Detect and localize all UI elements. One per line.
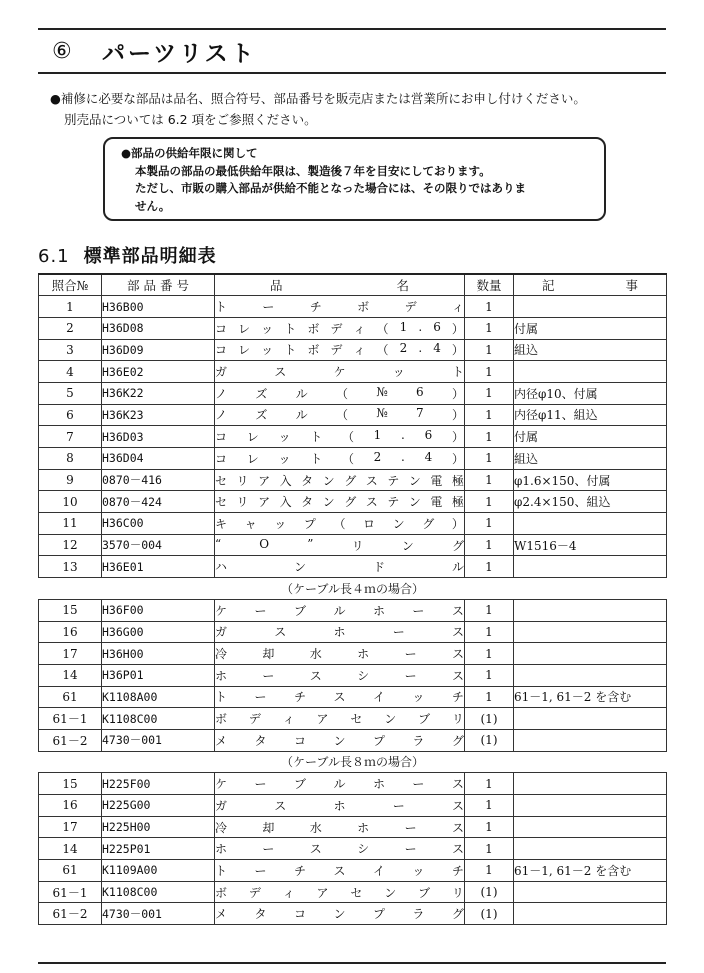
cell-name [215, 838, 465, 860]
cell-ref: 4 [39, 361, 102, 383]
part-name: 冷 却 水 ホ ー ス [215, 820, 464, 835]
group-heading-row [39, 578, 667, 600]
supply-notice-box [103, 137, 606, 221]
section-title: 標準部品明細表 [83, 246, 217, 267]
table-row [39, 534, 667, 556]
cell-part-number: H36K23 [102, 404, 215, 426]
cell-qty: (1) [465, 881, 514, 903]
cell-part-number: H225G00 [102, 795, 215, 817]
cell-ref: 9 [39, 469, 102, 491]
cell-part-number: H36D09 [102, 339, 215, 361]
cell-ref: 5 [39, 382, 102, 404]
section-heading [38, 242, 217, 268]
table-row [39, 382, 667, 404]
header-note [514, 274, 667, 296]
group-heading-row [39, 751, 667, 773]
cell-note [514, 881, 667, 903]
part-name: コ レ ッ ト （ 1 . 6 ） [215, 428, 464, 445]
cell-name [215, 729, 465, 751]
notice-heading: ●部品の供給年限に関して [121, 146, 258, 160]
cell-name [215, 361, 465, 383]
cell-ref: 16 [39, 795, 102, 817]
cell-name [215, 708, 465, 730]
cell-part-number: H36E02 [102, 361, 215, 383]
cell-ref: 61－1 [39, 881, 102, 903]
table-row [39, 773, 667, 795]
cell-ref: 15 [39, 773, 102, 795]
cell-part-number: H225H00 [102, 816, 215, 838]
cell-note [514, 903, 667, 925]
cell-note [514, 773, 667, 795]
cell-name [215, 903, 465, 925]
header-ref: 照合№ [39, 274, 102, 296]
header-name-a: 品 [270, 278, 283, 294]
section-number: 6.1 [38, 246, 70, 267]
cell-note [514, 729, 667, 751]
cell-name [215, 599, 465, 621]
cell-ref: 61－2 [39, 729, 102, 751]
cell-part-number: H225P01 [102, 838, 215, 860]
cell-note [514, 838, 667, 860]
cell-note: φ1.6×150、付属 [514, 469, 667, 491]
cell-qty: 1 [465, 491, 514, 513]
table-row [39, 448, 667, 470]
table-row [39, 686, 667, 708]
table-row [39, 599, 667, 621]
part-name: コ レ ッ ト ボ デ ィ （ 2 . 4 ） [215, 341, 464, 358]
part-name: キ ャ ッ プ （ ロ ン グ ） [215, 516, 464, 531]
cell-ref: 11 [39, 513, 102, 535]
part-name: ガ ス ホ ー ス [215, 798, 464, 813]
cell-name [215, 404, 465, 426]
header-qty: 数量 [465, 274, 514, 296]
part-name: ト ー チ ス イ ッ チ [215, 863, 464, 878]
cell-qty: 1 [465, 643, 514, 665]
cell-ref: 8 [39, 448, 102, 470]
cell-part-number: H36F00 [102, 599, 215, 621]
cell-part-number: H36H00 [102, 643, 215, 665]
cell-note: 組込 [514, 448, 667, 470]
cell-qty: (1) [465, 903, 514, 925]
part-name: メ タ コ ン プ ラ グ [215, 907, 464, 922]
cell-part-number: K1108C00 [102, 881, 215, 903]
cell-name [215, 795, 465, 817]
table-row [39, 469, 667, 491]
cell-part-number: H36C00 [102, 513, 215, 535]
table-row [39, 795, 667, 817]
table-row [39, 491, 667, 513]
part-name: ホ ー ス シ ー ス [215, 842, 464, 857]
bottom-rule [38, 962, 666, 964]
cell-qty: 1 [465, 556, 514, 578]
part-name: ケ ー ブ ル ホ ー ス [215, 777, 464, 792]
cell-part-number: 4730－001 [102, 903, 215, 925]
cell-ref: 12 [39, 534, 102, 556]
parts-table [38, 273, 667, 925]
cell-part-number: H36B00 [102, 296, 215, 318]
cell-qty: 1 [465, 664, 514, 686]
table-row [39, 404, 667, 426]
cell-name [215, 296, 465, 318]
table-row [39, 556, 667, 578]
part-name: ハ ン ド ル [215, 560, 464, 575]
cell-qty: (1) [465, 708, 514, 730]
cell-ref: 61 [39, 860, 102, 882]
header-note-b: 事 [625, 278, 638, 294]
notice-line-1: 本製品の部品の最低供給年限は、製造後７年を目安にしております。 [135, 163, 491, 178]
cell-part-number: K1109A00 [102, 860, 215, 882]
cell-part-number: K1108C00 [102, 708, 215, 730]
cell-part-number: H225F00 [102, 773, 215, 795]
part-name: ノ ズ ル （ № 6 ） [215, 384, 464, 401]
cell-ref: 16 [39, 621, 102, 643]
cell-name [215, 816, 465, 838]
cell-name [215, 621, 465, 643]
cell-note [514, 664, 667, 686]
cell-ref: 61－2 [39, 903, 102, 925]
cell-note: 内径φ10、付属 [514, 382, 667, 404]
table-row [39, 621, 667, 643]
table-row [39, 903, 667, 925]
cell-ref: 6 [39, 404, 102, 426]
part-name: メ タ コ ン プ ラ グ [215, 733, 464, 748]
cell-qty: 1 [465, 860, 514, 882]
cell-ref: 13 [39, 556, 102, 578]
cell-part-number: H36D04 [102, 448, 215, 470]
cell-note [514, 599, 667, 621]
table-header-row [39, 274, 667, 296]
cell-name [215, 513, 465, 535]
cell-qty: 1 [465, 621, 514, 643]
cell-note: 61－1, 61－2 を含む [514, 860, 667, 882]
part-name: ボ デ ィ ア セ ン ブ リ [215, 712, 464, 727]
cell-note [514, 643, 667, 665]
cell-part-number: 3570－004 [102, 534, 215, 556]
cell-ref: 17 [39, 816, 102, 838]
cell-qty: 1 [465, 534, 514, 556]
cell-ref: 61 [39, 686, 102, 708]
cell-note: φ2.4×150、組込 [514, 491, 667, 513]
cell-ref: 1 [39, 296, 102, 318]
table-row [39, 729, 667, 751]
cell-ref: 15 [39, 599, 102, 621]
cell-note [514, 621, 667, 643]
group-heading: （ケーブル長８ｍの場合） [39, 751, 667, 773]
cell-part-number: H36K22 [102, 382, 215, 404]
cell-name [215, 426, 465, 448]
cell-part-number: 0870－416 [102, 469, 215, 491]
header-part-number: 部 品 番 号 [102, 274, 215, 296]
part-name: セ リ ア 入 タ ン グ ス テ ン 電 極 [215, 495, 464, 510]
part-name: ケ ー ブ ル ホ ー ス [215, 603, 464, 618]
cell-note: W1516－4 [514, 534, 667, 556]
cell-qty: 1 [465, 361, 514, 383]
cell-qty: 1 [465, 686, 514, 708]
cell-qty: 1 [465, 795, 514, 817]
table-row [39, 296, 667, 318]
part-name: ホ ー ス シ ー ス [215, 668, 464, 683]
cell-part-number: H36D08 [102, 317, 215, 339]
part-name: ガ ス ケ ッ ト [215, 365, 464, 380]
cell-qty: 1 [465, 599, 514, 621]
page-header [38, 28, 666, 74]
part-name: 冷 却 水 ホ ー ス [215, 647, 464, 662]
cell-note [514, 795, 667, 817]
table-row [39, 881, 667, 903]
group-heading: （ケーブル長４ｍの場合） [39, 578, 667, 600]
part-name: コ レ ッ ト （ 2 . 4 ） [215, 449, 464, 466]
cell-name [215, 686, 465, 708]
cell-name [215, 317, 465, 339]
cell-part-number: 0870－424 [102, 491, 215, 513]
table-row [39, 664, 667, 686]
cell-name [215, 881, 465, 903]
cell-part-number: K1108A00 [102, 686, 215, 708]
part-name: “ O ” リ ン グ [215, 536, 464, 553]
chapter-number: ⑥ [52, 38, 72, 64]
notice-line-2: ただし、市販の購入部品が供給不能となった場合には、その限りではありま [135, 181, 526, 195]
table-body [39, 296, 667, 925]
cell-name [215, 469, 465, 491]
header-note-a: 記 [542, 278, 555, 294]
cell-note [514, 556, 667, 578]
part-name: ガ ス ホ ー ス [215, 625, 464, 640]
table-row [39, 708, 667, 730]
intro-line-2: 別売品については 6.2 項をご参照ください。 [64, 112, 317, 127]
cell-note: 組込 [514, 339, 667, 361]
cell-ref: 7 [39, 426, 102, 448]
cell-note [514, 513, 667, 535]
cell-qty: 1 [465, 469, 514, 491]
table-row [39, 317, 667, 339]
cell-ref: 3 [39, 339, 102, 361]
cell-part-number: H36E01 [102, 556, 215, 578]
part-name: セ リ ア 入 タ ン グ ス テ ン 電 極 [215, 473, 464, 488]
cell-name [215, 491, 465, 513]
table-row [39, 513, 667, 535]
page-title: パーツリスト [102, 40, 257, 67]
cell-name [215, 773, 465, 795]
cell-ref: 2 [39, 317, 102, 339]
cell-qty: 1 [465, 339, 514, 361]
intro-line-1: ●補修に必要な部品は品名、照合符号、部品番号を販売店または営業所にお申し付けください。 [50, 91, 586, 106]
cell-qty: (1) [465, 729, 514, 751]
header-name-b: 名 [396, 278, 409, 294]
cell-qty: 1 [465, 404, 514, 426]
cell-part-number: H36D03 [102, 426, 215, 448]
cell-note [514, 708, 667, 730]
cell-qty: 1 [465, 816, 514, 838]
part-name: ノ ズ ル （ № 7 ） [215, 406, 464, 423]
cell-name [215, 643, 465, 665]
cell-name [215, 534, 465, 556]
cell-ref: 14 [39, 838, 102, 860]
cell-note [514, 361, 667, 383]
cell-note [514, 816, 667, 838]
part-name: ト ー チ ス イ ッ チ [215, 690, 464, 705]
cell-note: 付属 [514, 317, 667, 339]
intro-text [50, 88, 586, 130]
table-row [39, 643, 667, 665]
cell-part-number: 4730－001 [102, 729, 215, 751]
table-row [39, 838, 667, 860]
cell-part-number: H36G00 [102, 621, 215, 643]
part-name: コ レ ッ ト ボ デ ィ （ 1 . 6 ） [215, 319, 464, 336]
cell-qty: 1 [465, 382, 514, 404]
cell-qty: 1 [465, 773, 514, 795]
table-row [39, 816, 667, 838]
cell-qty: 1 [465, 448, 514, 470]
cell-note: 61－1, 61－2 を含む [514, 686, 667, 708]
notice-line-3: せん。 [135, 198, 171, 213]
table-row [39, 339, 667, 361]
part-name: ト ー チ ボ デ ィ [215, 300, 464, 315]
table-row [39, 361, 667, 383]
cell-qty: 1 [465, 317, 514, 339]
cell-name [215, 448, 465, 470]
cell-ref: 61－1 [39, 708, 102, 730]
cell-qty: 1 [465, 513, 514, 535]
cell-qty: 1 [465, 296, 514, 318]
cell-name [215, 860, 465, 882]
part-name: ボ デ ィ ア セ ン ブ リ [215, 885, 464, 900]
cell-name [215, 339, 465, 361]
cell-name [215, 382, 465, 404]
cell-ref: 10 [39, 491, 102, 513]
cell-ref: 14 [39, 664, 102, 686]
cell-note: 付属 [514, 426, 667, 448]
header-name [215, 274, 465, 296]
cell-note [514, 296, 667, 318]
cell-name [215, 556, 465, 578]
cell-note: 内径φ11、組込 [514, 404, 667, 426]
cell-ref: 17 [39, 643, 102, 665]
table-row [39, 426, 667, 448]
cell-part-number: H36P01 [102, 664, 215, 686]
table-row [39, 860, 667, 882]
cell-name [215, 664, 465, 686]
cell-qty: 1 [465, 426, 514, 448]
cell-qty: 1 [465, 838, 514, 860]
